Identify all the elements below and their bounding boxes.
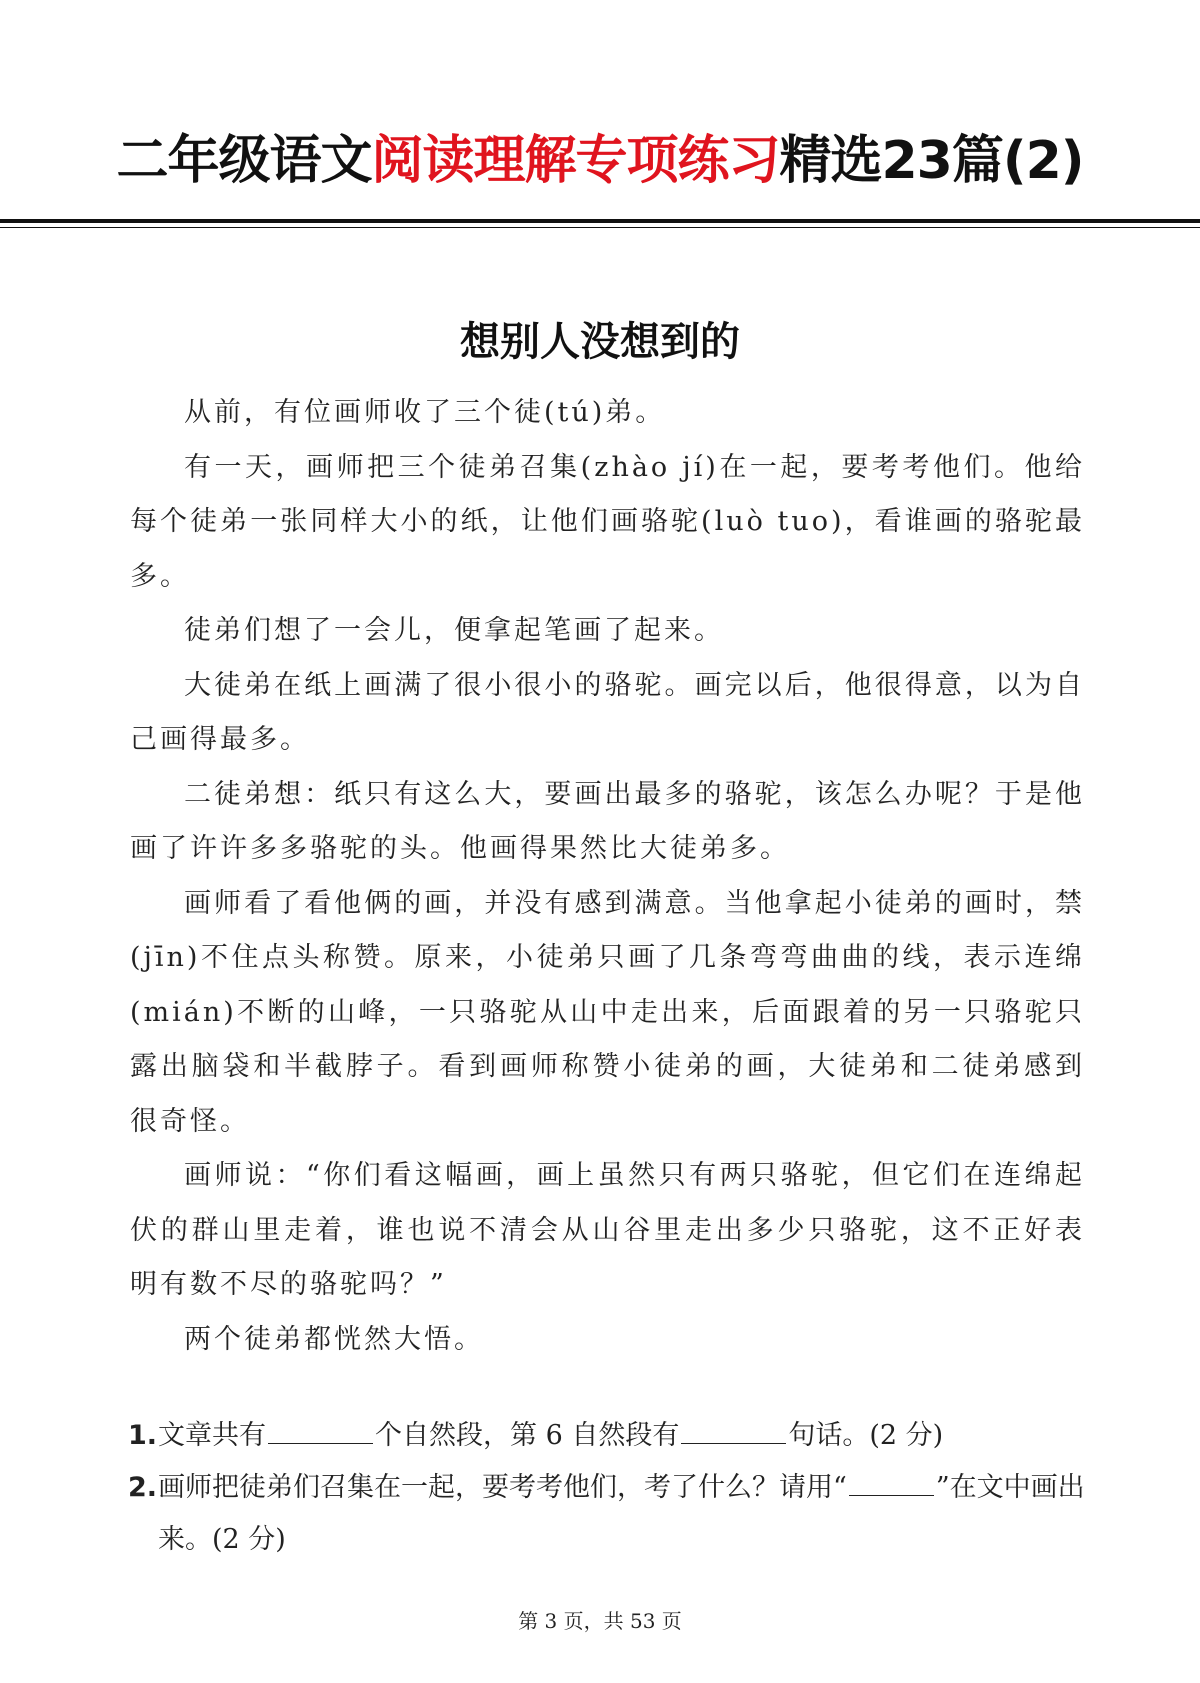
title-part-series: 精选23篇(2) <box>779 131 1084 191</box>
paragraph-2: 有一天，画师把三个徒弟召集(zhào jí)在一起，要考考他们。他给每个徒弟一张同样大小的纸，让他们画骆驼(luò tuo)，看谁画的骆驼最多。 <box>130 451 1085 592</box>
question-text: 个自然段，第 6 自然段有 <box>375 1420 680 1451</box>
article-title: 想别人没想到的 <box>460 318 740 365</box>
question-number: 2. <box>128 1472 158 1503</box>
question-2 <box>128 1462 1088 1566</box>
title-part-grade: 二年级语文 <box>116 131 372 191</box>
article-body <box>130 386 1085 1367</box>
paragraph-8: 两个徒弟都恍然大悟。 <box>184 1323 484 1355</box>
answer-blank[interactable] <box>268 1413 373 1444</box>
paragraph-7: 画师说：“你们看这幅画，画上虽然只有两只骆驼，但它们在连绵起伏的群山里走着，谁也说不清会从山谷里走出多少只骆驼，这不正好表明有数不尽的骆驼吗？” <box>130 1160 1085 1300</box>
paragraph-5: 二徒弟想：纸只有这么大，要画出最多的骆驼，该怎么办呢？于是他画了许许多多骆驼的头。他画得果然比大徒弟多。 <box>130 778 1085 864</box>
paragraph-4: 大徒弟在纸上画满了很小很小的骆驼。画完以后，他很得意，以为自己画得最多。 <box>130 669 1085 755</box>
question-text: 画师把徒弟们召集在一起，要考考他们，考了什么？请用“ <box>158 1472 847 1503</box>
title-part-highlight: 阅读理解专项练习 <box>371 131 780 191</box>
answer-blank[interactable] <box>681 1413 786 1444</box>
page-number: 第 3 页，共 53 页 <box>518 1609 682 1633</box>
question-text: 句话。(2 分) <box>788 1420 944 1451</box>
question-1 <box>128 1410 1088 1462</box>
question-list <box>128 1410 1088 1566</box>
document-header <box>0 0 1200 205</box>
question-text: 文章共有 <box>158 1420 266 1451</box>
paragraph-6: 画师看了看他俩的画，并没有感到满意。当他拿起小徒弟的画时，禁(jīn)不住点头称赞。原来，小徒弟只画了几条弯弯曲曲的线，表示连绵(mián)不断的山峰，一只骆驼从山中走出来，后面跟着的另一只骆驼只露出脑袋和半截脖子。看到画师称赞小徒弟的画，大徒弟和二徒弟感到很奇怪。 <box>130 887 1085 1137</box>
header-divider-thin <box>0 227 1200 228</box>
document-title <box>0 118 1200 193</box>
underline-sample <box>849 1465 934 1496</box>
paragraph-1: 从前，有位画师收了三个徒(tú)弟。 <box>184 397 666 428</box>
question-text: ”在文中画出来。(2 分) <box>158 1472 1085 1555</box>
header-divider-thick <box>0 219 1200 223</box>
paragraph-3: 徒弟们想了一会儿，便拿起笔画了起来。 <box>184 615 724 646</box>
question-number: 1. <box>128 1420 158 1451</box>
